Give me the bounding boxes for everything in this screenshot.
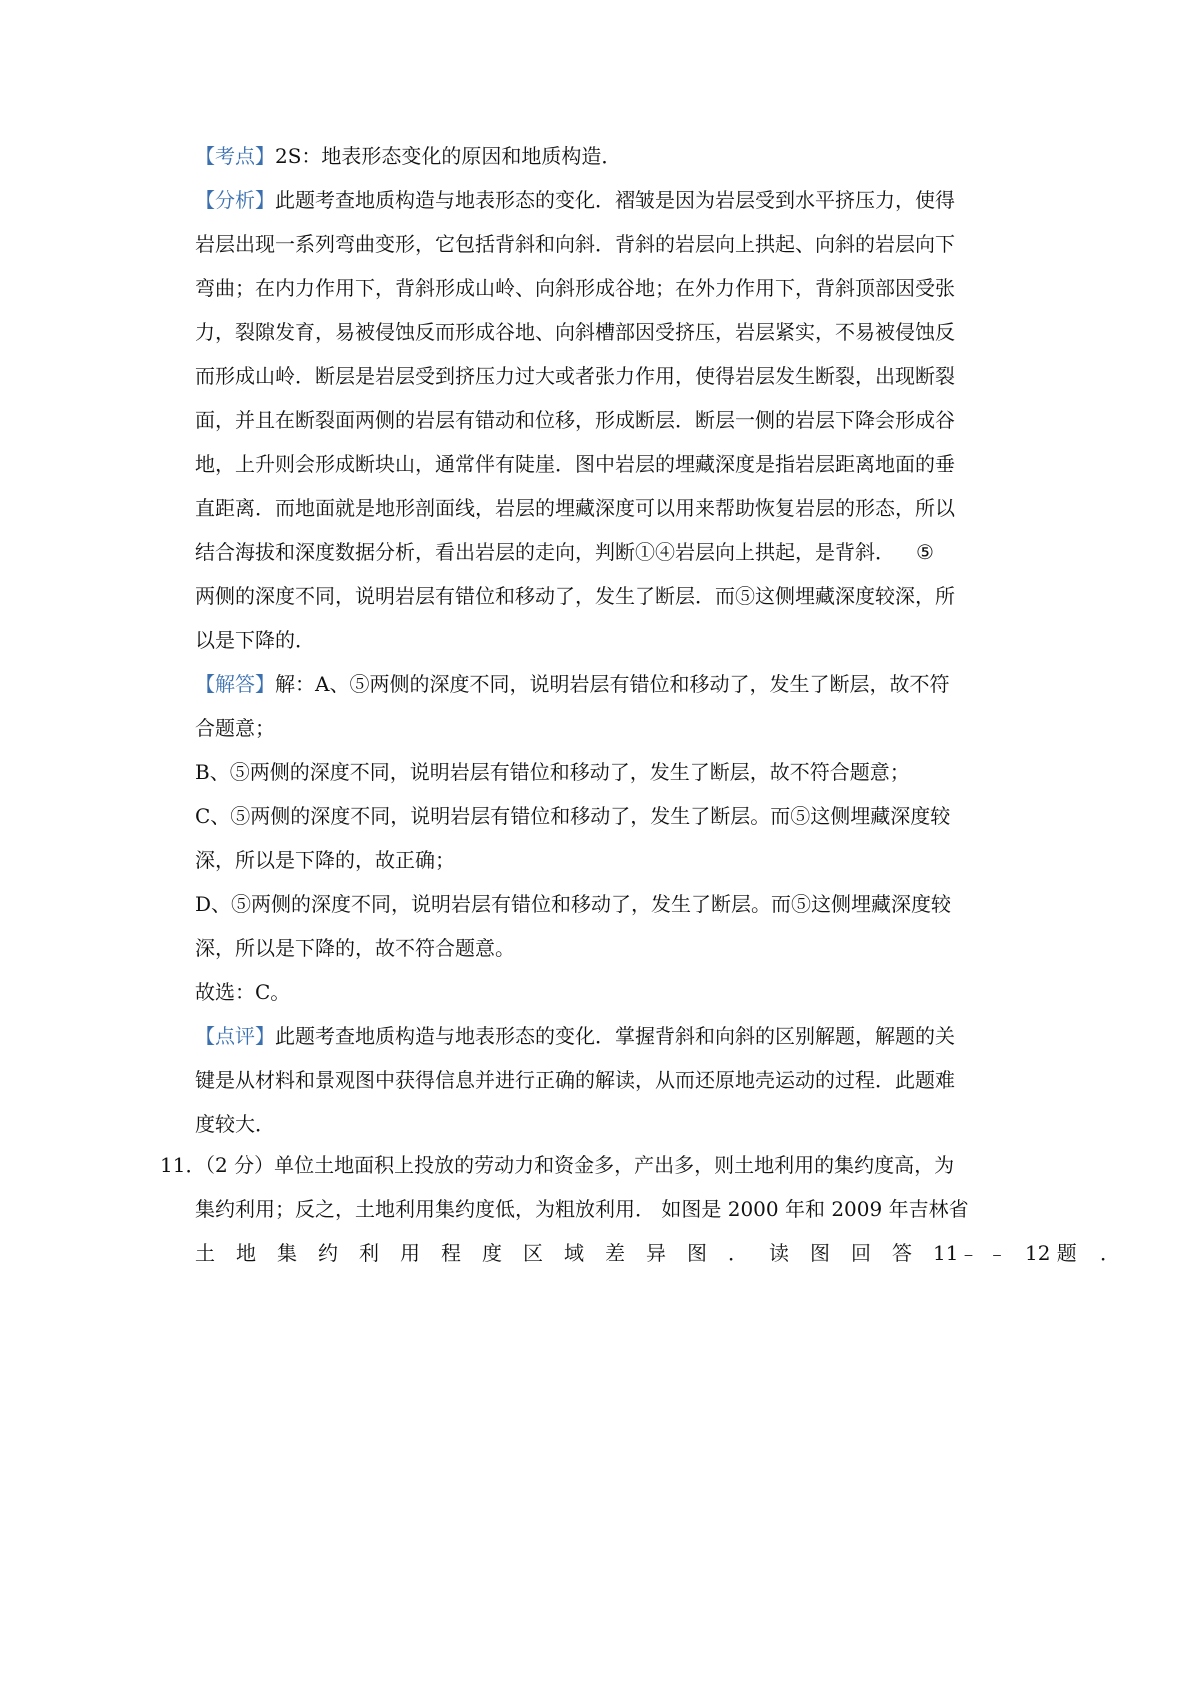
fenxi-line-9-right: ⑤ [916, 540, 934, 564]
spaced-token: 差 [605, 1241, 625, 1265]
dianping-line-1 [195, 1023, 955, 1049]
kaodian-line [195, 143, 621, 169]
spaced-token: 约 [318, 1241, 338, 1265]
fenxi-line-7: 地，上升则会形成断块山，通常伴有陡崖．图中岩层的埋藏深度是指岩层距离地面的垂 [195, 452, 955, 476]
dianping-line-2: 键是从材料和景观图中获得信息并进行正确的解读，从而还原地壳运动的过程．此题难 [195, 1068, 955, 1092]
spaced-token: 集 [277, 1241, 297, 1265]
fenxi-text: 此题考查地质构造与地表形态的变化．褶皱是因为岩层受到水平挤压力，使得 [275, 188, 955, 212]
jieda-line-7: 深，所以是下降的，故不符合题意。 [195, 936, 515, 960]
spaced-token: 回 [851, 1241, 871, 1265]
kaodian-text: 2S：地表形态变化的原因和地质构造． [275, 144, 622, 168]
spaced-token: 异 [646, 1241, 666, 1265]
jieda-line-5: 深，所以是下降的，故正确； [195, 848, 455, 872]
spaced-token: ． [1100, 1241, 1120, 1265]
spaced-token: 土 [195, 1241, 215, 1265]
fenxi-line-9: 结合海拔和深度数据分析，看出岩层的走向，判断①④岩层向上拱起，是背斜． [195, 540, 895, 564]
spaced-token: 度 [482, 1241, 502, 1265]
question-11-number: 11． [160, 1153, 206, 1177]
spaced-token: 答 [892, 1241, 912, 1265]
fenxi-line-2: 岩层出现一系列弯曲变形，它包括背斜和向斜．背斜的岩层向上拱起、向斜的岩层向下 [195, 232, 955, 256]
spaced-token: 图 [687, 1241, 707, 1265]
jieda-line-3: B、⑤两侧的深度不同，说明岩层有错位和移动了，发生了断层，故不符合题意； [195, 760, 910, 784]
jieda-tag: 【解答】 [195, 672, 275, 696]
fenxi-line-1 [195, 187, 955, 213]
jieda-line-2: 合题意； [195, 716, 275, 740]
jieda-line-6: D、⑤两侧的深度不同，说明岩层有错位和移动了，发生了断层。而⑤这侧埋藏深度较 [195, 892, 952, 916]
spaced-token: 11﹣ [933, 1241, 979, 1265]
question-11-line-2: 集约利用；反之，土地利用集约度低，为粗放利用． 如图是 2000 年和 2009 年吉林省 [195, 1197, 969, 1221]
fenxi-line-4: 力，裂隙发育，易被侵蚀反而形成谷地、向斜槽部因受挤压，岩层紧实，不易被侵蚀反 [195, 320, 955, 344]
kaodian-tag: 【考点】 [195, 144, 275, 168]
jieda-line-8: 故选：C。 [195, 980, 291, 1004]
spaced-token: ． [728, 1241, 748, 1265]
spaced-token: 利 [359, 1241, 379, 1265]
fenxi-line-11: 以是下降的． [195, 628, 315, 652]
spaced-token: 12 题 [1025, 1241, 1077, 1265]
dianping-text: 此题考查地质构造与地表形态的变化．掌握背斜和向斜的区别解题，解题的关 [275, 1024, 955, 1048]
spaced-token: ﹣ [987, 1241, 1007, 1265]
spaced-token: 域 [564, 1241, 584, 1265]
fenxi-line-5: 而形成山岭．断层是岩层受到挤压力过大或者张力作用，使得岩层发生断裂，出现断裂 [195, 364, 955, 388]
fenxi-line-10: 两侧的深度不同，说明岩层有错位和移动了，发生了断层．而⑤这侧埋藏深度较深，所 [195, 584, 955, 608]
spaced-token: 用 [400, 1241, 420, 1265]
question-11-line-3 [195, 1240, 1120, 1266]
fenxi-line-6: 面，并且在断裂面两侧的岩层有错动和位移，形成断层．断层一侧的岩层下降会形成谷 [195, 408, 955, 432]
question-11-line-1: （2 分）单位土地面积上投放的劳动力和资金多，产出多，则土地利用的集约度高，为 [195, 1153, 955, 1177]
spaced-token: 读 [769, 1241, 789, 1265]
jieda-line-4: C、⑤两侧的深度不同，说明岩层有错位和移动了，发生了断层。而⑤这侧埋藏深度较 [195, 804, 951, 828]
spaced-token: 图 [810, 1241, 830, 1265]
jieda-text: 解：A、⑤两侧的深度不同，说明岩层有错位和移动了，发生了断层，故不符 [275, 672, 950, 696]
spaced-token: 地 [236, 1241, 256, 1265]
fenxi-tag: 【分析】 [195, 188, 275, 212]
spaced-token: 区 [523, 1241, 543, 1265]
dianping-tag: 【点评】 [195, 1024, 275, 1048]
dianping-line-3: 度较大． [195, 1112, 275, 1136]
fenxi-line-3: 弯曲；在内力作用下，背斜形成山岭、向斜形成谷地；在外力作用下，背斜顶部因受张 [195, 276, 955, 300]
jieda-line-1 [195, 671, 949, 697]
fenxi-line-8: 直距离．而地面就是地形剖面线，岩层的埋藏深度可以用来帮助恢复岩层的形态，所以 [195, 496, 955, 520]
spaced-token: 程 [441, 1241, 461, 1265]
